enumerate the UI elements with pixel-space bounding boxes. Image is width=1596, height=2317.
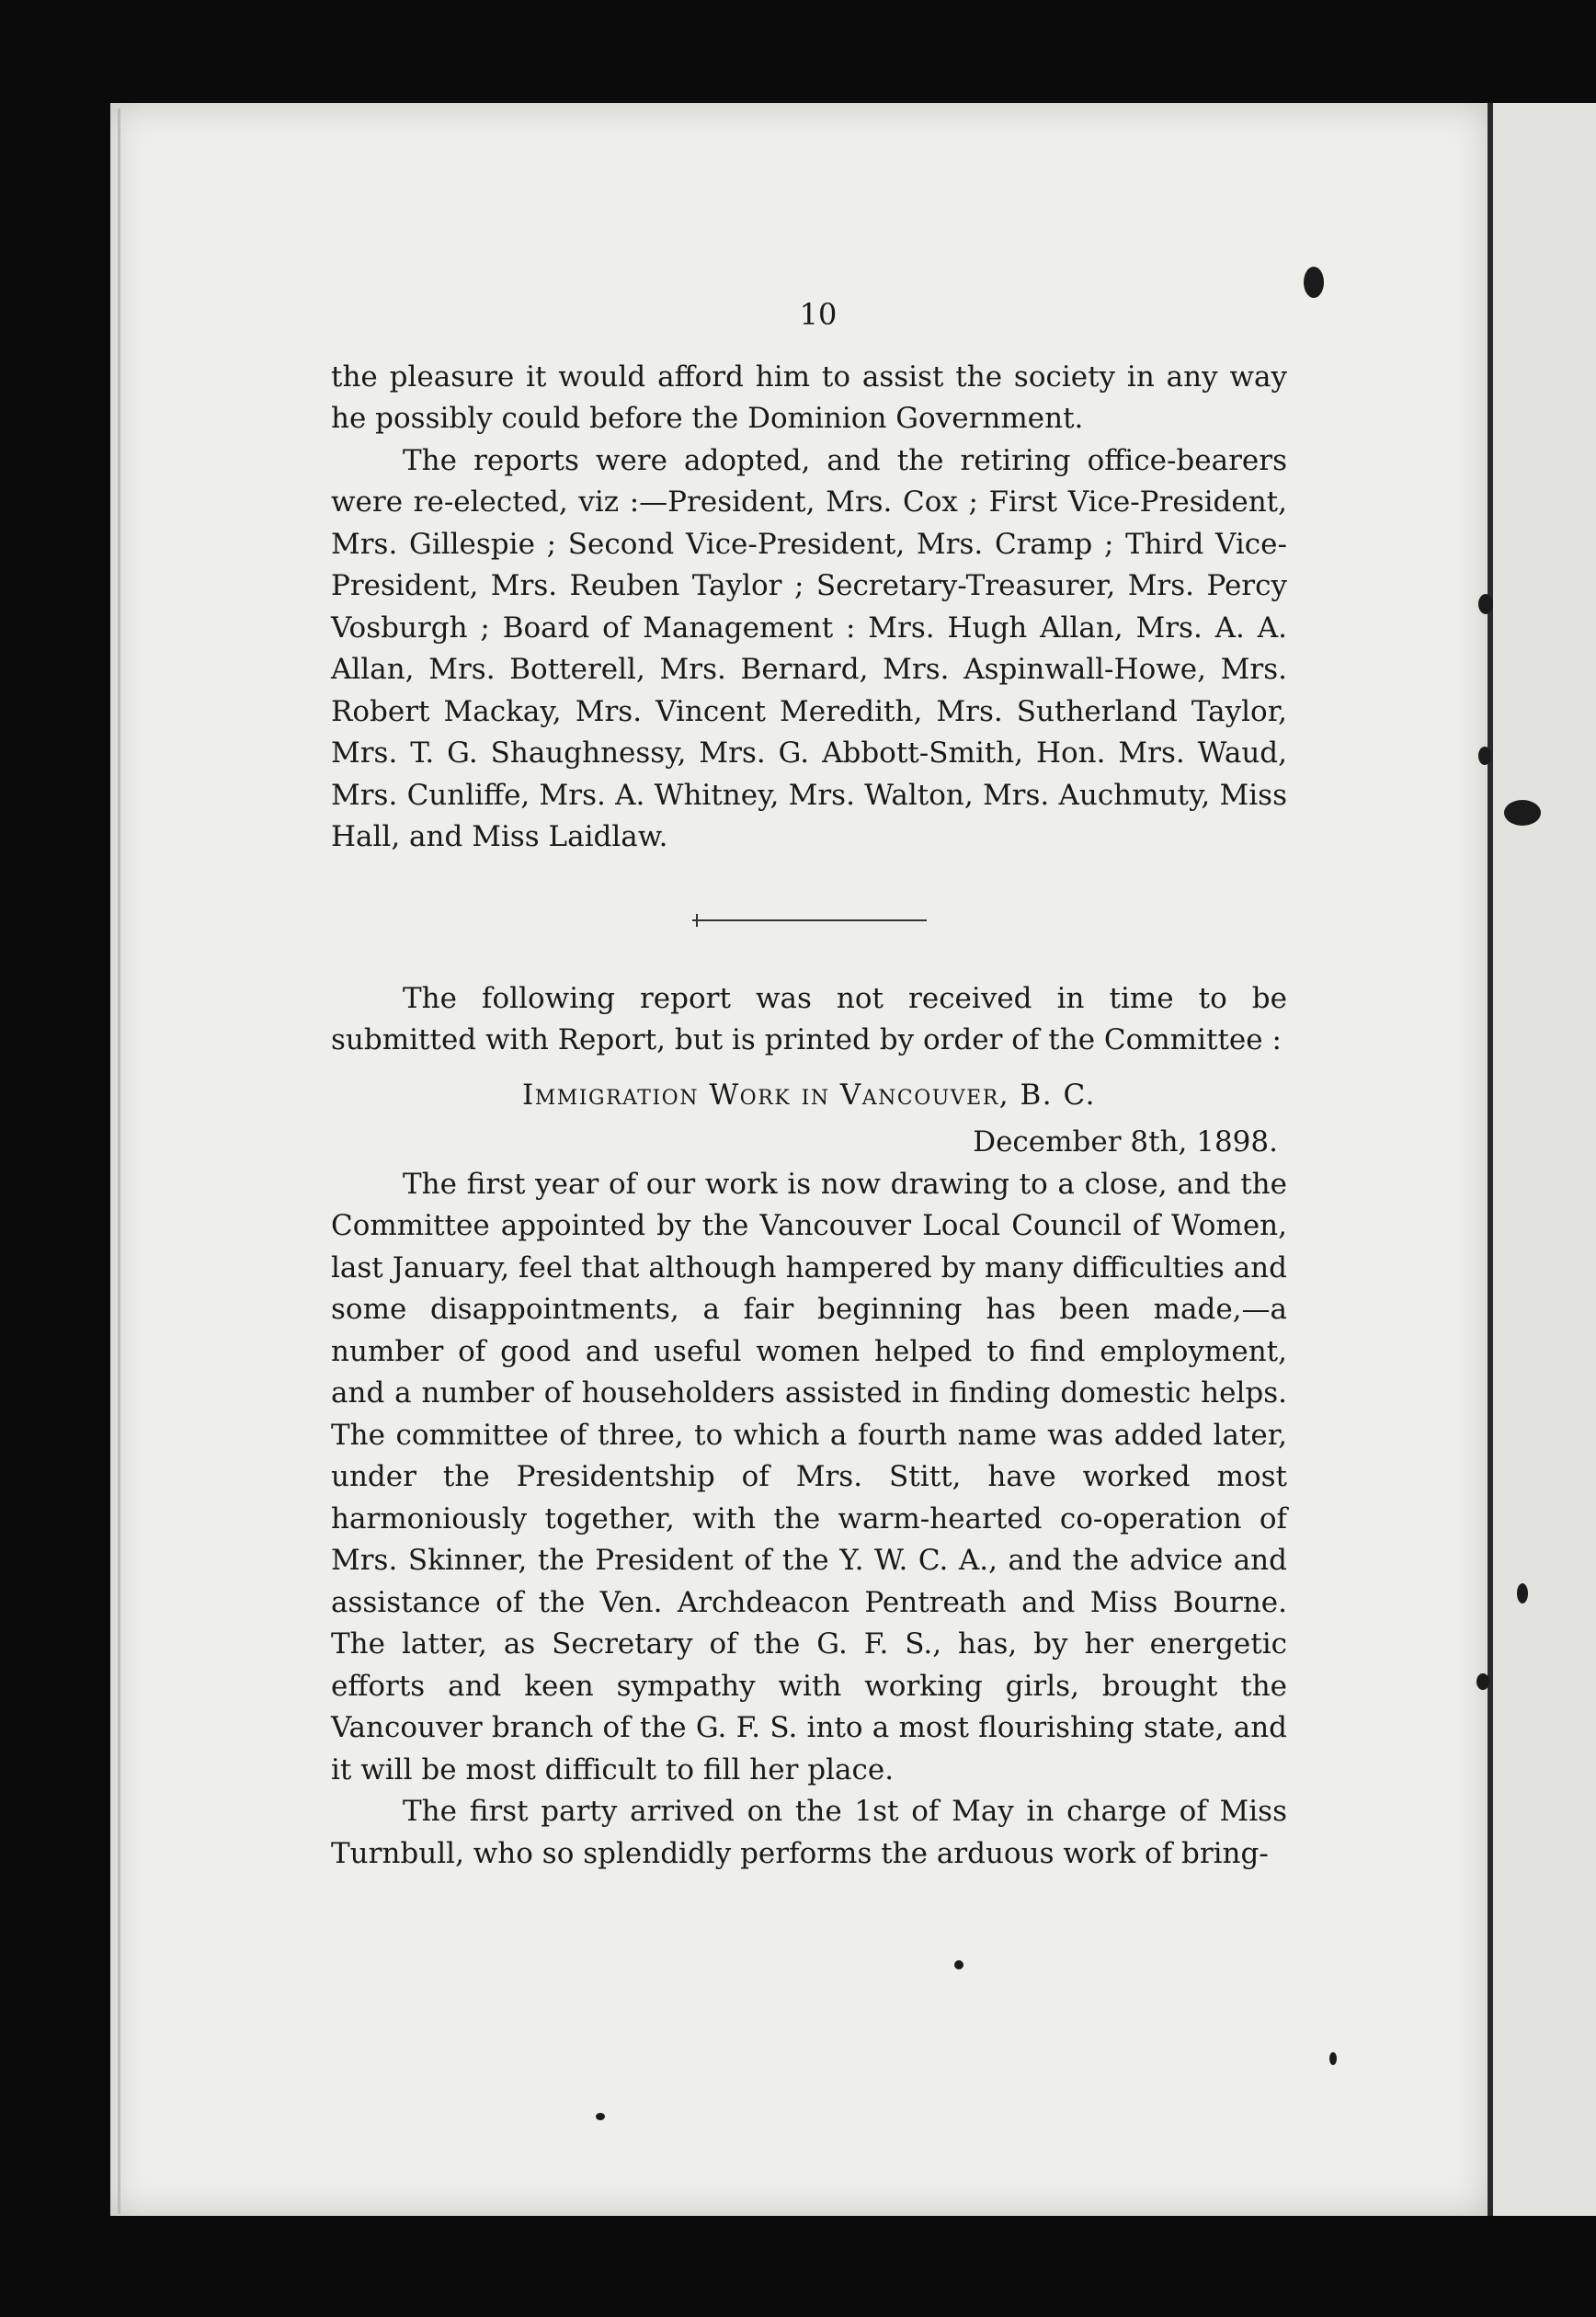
section-divider: [692, 919, 927, 921]
ink-speck: [1517, 1583, 1528, 1604]
adjacent-page-sliver: [1493, 103, 1596, 2216]
ink-speck: [954, 1960, 963, 1969]
late-report-note: The following report was not received in time to be submitted with Report, but is printed by order of the Committee :: [331, 981, 1287, 1056]
page-number: 10: [799, 297, 838, 332]
first-year-paragraph: The first year of our work is now drawing to a close, and the Committee appointed by the Vancouver Local Council of Women, last January, feel that although hampered by many difficulties and some disappointments, a fair beginning has been made,—a number of good and useful women helped to find employment, and a number of householders assisted in finding domestic helps. The committee of three, to which a fourth name was added later, under the Presidentship of Mrs. Stitt, have worked most harmoniously together, with the warm-hearted co-operation of Mrs. Skinner, the President of the Y. W. C. A., and the advice and assistance of the Ven. Archdeacon Pentreath and Miss Bourne. The latter, as Secretary of the G. F. S., has, by her energetic efforts and keen sympathy with working girls, brought the Vancouver branch of the G. F. S. into a most flourishing state, and it will be most difficult to fill her place.: [331, 1167, 1287, 1786]
ink-speck: [1504, 800, 1541, 826]
report-date: December 8th, 1898.: [973, 1125, 1278, 1158]
page-text: [331, 294, 1287, 1875]
continuation-paragraph: the pleasure it would afford him to assist the society in any way he possibly could before the Dominion Government.: [331, 360, 1287, 435]
election-paragraph: The reports were adopted, and the retiring office-bearers were re-elected, viz :—President, Mrs. Cox ; First Vice-President, Mrs. Gillespie ; Second Vice-President, Mrs. Cramp ; Third Vice-President, Mrs. Reuben Taylor ; Secretary-Treasurer, Mrs. Percy Vosburgh ; Board of Management : Mrs. Hugh Allan, Mrs. A. A. Allan, Mrs. Botterell, Mrs. Bernard, Mrs. Aspinwall-Howe, Mrs. Robert Mackay, Mrs. Vincent Meredith, Mrs. Sutherland Taylor, Mrs. T. G. Shaughnessy, Mrs. G. Abbott-Smith, Hon. Mrs. Waud, Mrs. Cunliffe, Mrs. A. Whitney, Mrs. Walton, Mrs. Auchmuty, Miss Hall, and Miss Laidlaw.: [331, 443, 1287, 853]
section-title: Immigration Work in Vancouver, B. C.: [522, 1078, 1096, 1112]
ink-speck: [1476, 1673, 1489, 1690]
ink-speck: [1329, 2052, 1337, 2065]
page-left-edge: [118, 108, 120, 2214]
ink-speck: [1304, 267, 1324, 298]
first-party-paragraph: The first party arrived on the 1st of May in charge of Miss Turnbull, who so splendidly performs the arduous work of bring-: [331, 1795, 1287, 1870]
ink-speck: [1478, 747, 1491, 765]
ink-speck: [596, 2113, 605, 2120]
ink-speck: [1478, 594, 1493, 614]
